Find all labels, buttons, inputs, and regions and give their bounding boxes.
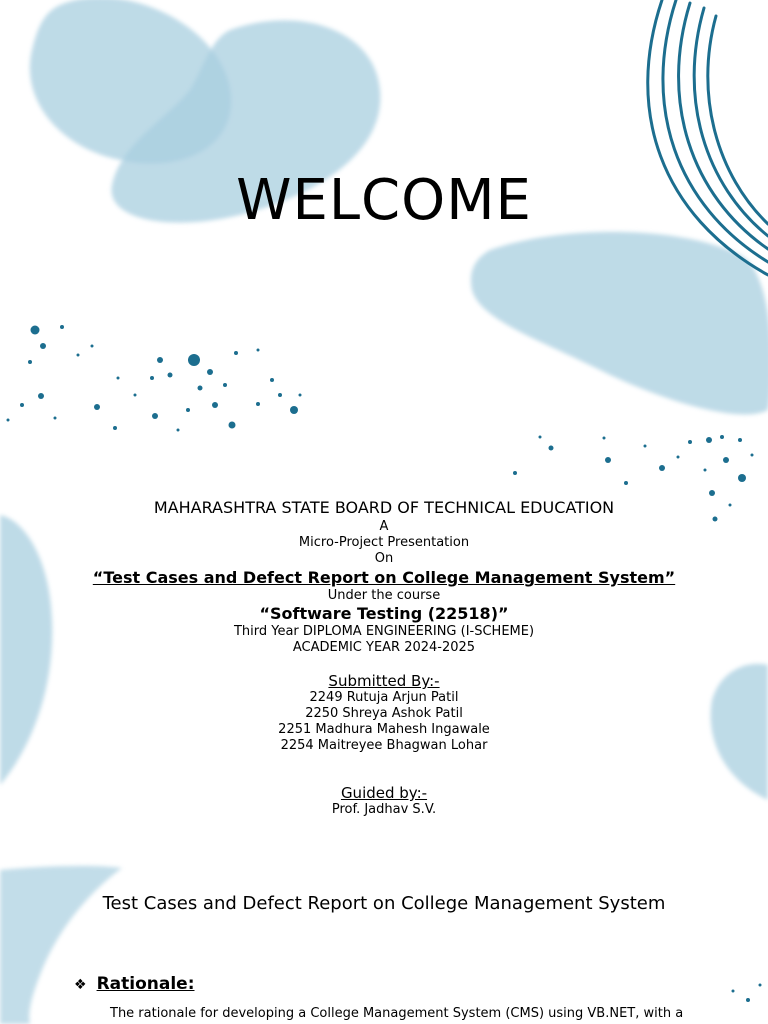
arc-lines	[648, 0, 768, 275]
presentation-type: Micro-Project Presentation	[298, 535, 470, 550]
splatter-left	[7, 325, 302, 432]
rationale-heading	[74, 974, 195, 994]
board-name: MAHARASHTRA STATE BOARD OF TECHNICAL EDUCATION	[153, 498, 615, 517]
student-name: 2250 Shreya Ashok Patil	[305, 706, 463, 721]
guide-name: Prof. Jadhav S.V.	[331, 802, 437, 817]
academic-year: ACADEMIC YEAR 2024-2025	[292, 640, 476, 655]
splatter-bottom-right	[732, 984, 762, 1003]
diamond-bullet-icon: ❖	[74, 977, 87, 993]
submitted-by-label: Submitted By:-	[328, 672, 440, 690]
rationale-label: Rationale:	[96, 974, 195, 994]
student-name: 2251 Madhura Mahesh Ingawale	[278, 722, 490, 737]
student-name: 2254 Maitreyee Bhagwan Lohar	[280, 738, 488, 753]
line-on: On	[374, 551, 394, 566]
line-a: A	[379, 519, 389, 534]
title-block	[60, 497, 708, 818]
welcome-heading: WELCOME	[236, 168, 532, 233]
rationale-text: The rationale for developing a College Management System (CMS) using VB.NET, with a	[110, 1006, 684, 1021]
student-name: 2249 Rutuja Arjun Patil	[309, 690, 459, 705]
course-title: “Software Testing (22518)”	[259, 604, 509, 623]
guided-by-label: Guided by:-	[340, 784, 428, 802]
blob-left	[0, 515, 52, 785]
project-title: “Test Cases and Defect Report on College Management System”	[92, 568, 676, 587]
under-course: Under the course	[327, 588, 441, 603]
blob-right	[471, 232, 768, 415]
blob-right-lower	[711, 664, 768, 800]
blob-bottom-left	[0, 866, 122, 1024]
page-two-title: Test Cases and Defect Report on College Management System	[102, 893, 666, 914]
year-line: Third Year DIPLOMA ENGINEERING (I-SCHEME)	[233, 624, 535, 639]
